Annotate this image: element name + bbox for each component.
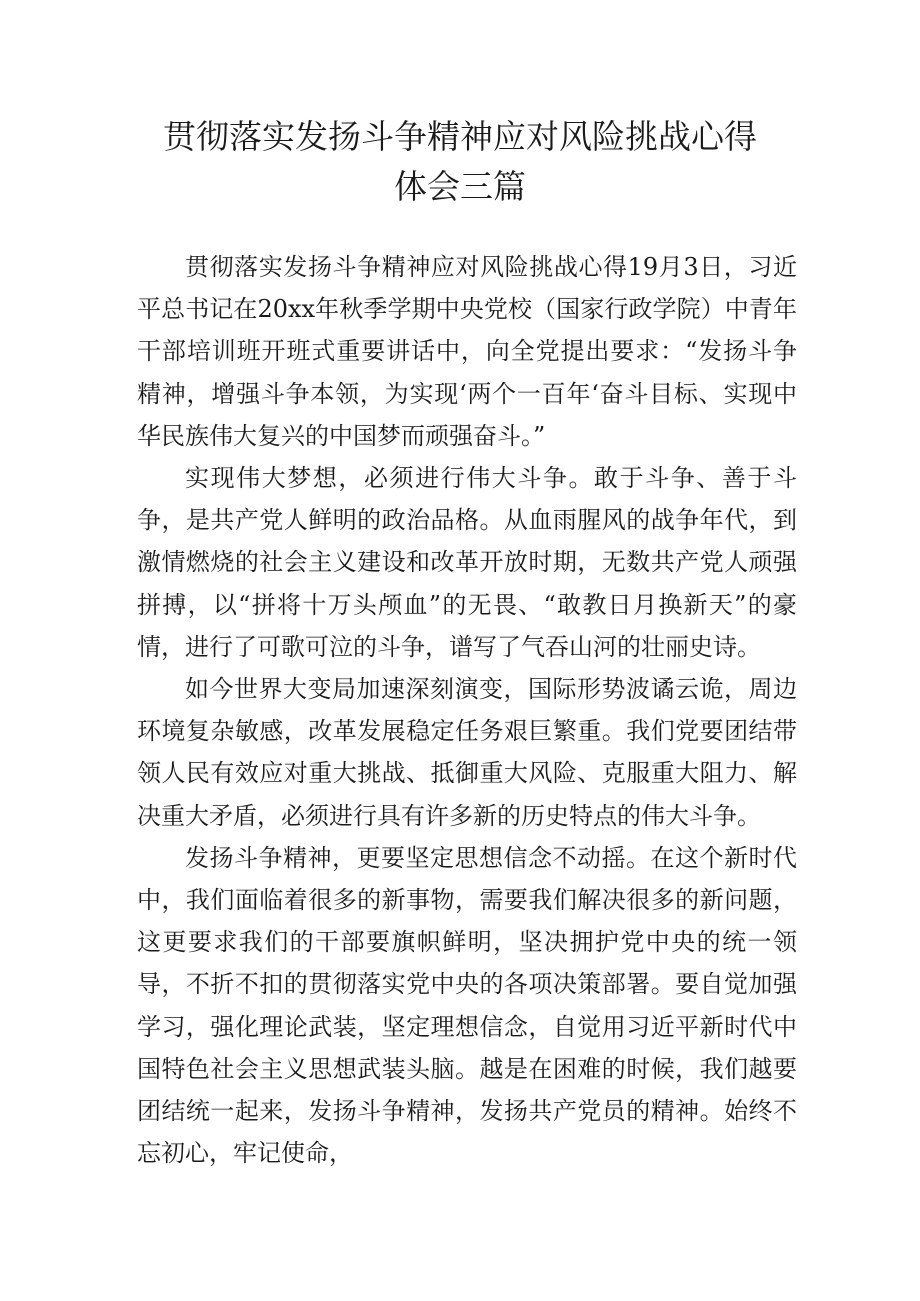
document-body xyxy=(137,246,797,1174)
title-line-2: 体会三篇 xyxy=(394,167,526,206)
paragraph-3: 如今世界大变局加速深刻演变，国际形势波谲云诡，周边环境复杂敏感，改革发展稳定任务艰巨繁重。我们党要团结带领人民有效应对重大挑战、抵御重大风险、克服重大阻力、解决重大矛盾，必须进行具有许多新的历史特点的伟大斗争。 xyxy=(137,675,797,830)
document-title xyxy=(0,112,920,212)
paragraph-1: 贯彻落实发扬斗争精神应对风险挑战心得19月3日，习近平总书记在20xx年秋季学期中央党校（国家行政学院）中青年干部培训班开班式重要讲话中，向全党提出要求：“发扬斗争精神，增强斗争本领，为实现‘两个一百年‘奋斗目标、实现中华民族伟大复兴的中国梦而顽强奋斗。” xyxy=(137,253,797,450)
paragraph-4: 发扬斗争精神，更要坚定思想信念不动摇。在这个新时代中，我们面临着很多的新事物，需要我们解决很多的新问题，这更要求我们的干部要旗帜鲜明，坚决拥护党中央的统一领导，不折不扣的贯彻落实党中央的各项决策部署。要自觉加强学习，强化理论武装，坚定理想信念，自觉用习近平新时代中国特色社会主义思想武装头脑。越是在困难的时候，我们越要团结统一起来，发扬斗争精神，发扬共产党员的精神。始终不忘初心，牢记使命， xyxy=(137,843,797,1168)
paragraph-2: 实现伟大梦想，必须进行伟大斗争。敢于斗争、善于斗争，是共产党人鲜明的政治品格。从血雨腥风的战争年代，到激情燃烧的社会主义建设和改革开放时期，无数共产党人顽强拼搏，以“拼将十万头颅血”的无畏、“敢教日月换新天”的豪情，进行了可歌可泣的斗争，谱写了气吞山河的壮丽史诗。 xyxy=(137,464,797,661)
title-line-1: 贯彻落实发扬斗争精神应对风险挑战心得 xyxy=(163,117,757,156)
